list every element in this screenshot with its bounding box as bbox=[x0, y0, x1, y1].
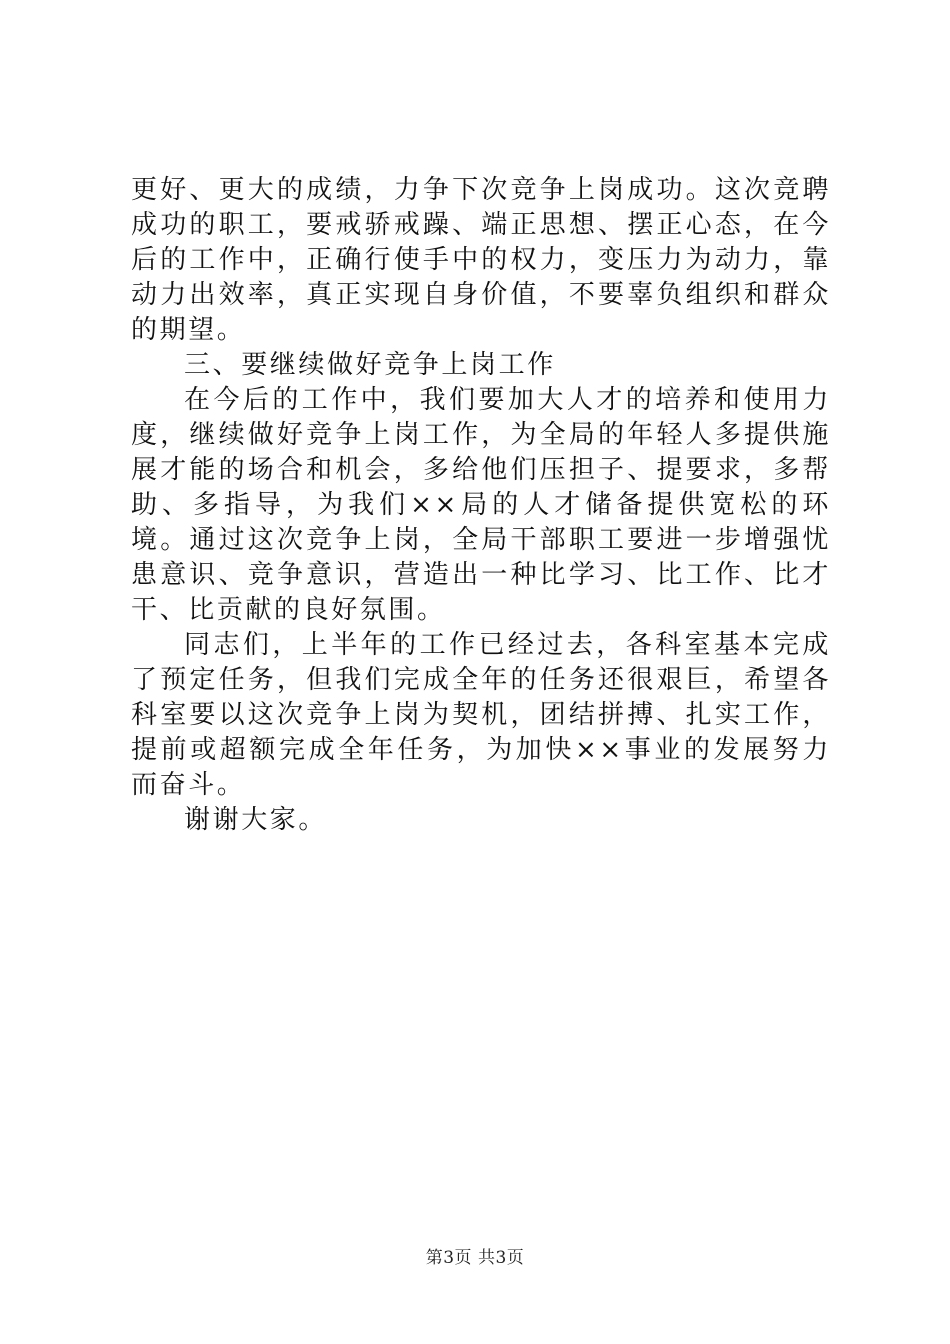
page-number-footer: 第3页 共3页 bbox=[425, 1248, 525, 1268]
section-heading-three: 三、要继续做好竞争上岗工作 bbox=[184, 350, 556, 380]
paragraph-thanks: 谢谢大家。 bbox=[184, 805, 328, 835]
paragraph-closing-remarks: 同志们，上半年的工作已经过去，各科室基本完成了预定任务，但我们完成全年的任务还很艰巨，希望各科室要以这次竞争上岗为契机，团结拼搏、扎实工作，提前或超额完成全年任务，为加快××事业的发展努力而奋斗。 bbox=[131, 630, 831, 800]
document-body bbox=[131, 173, 831, 838]
paragraph-continuation: 更好、更大的成绩，力争下次竞争上岗成功。这次竞聘成功的职工，要戒骄戒躁、端正思想、摆正心态，在今后的工作中，正确行使手中的权力，变压力为动力，靠动力出效率，真正实现自身价值，不要辜负组织和群众的期望。 bbox=[131, 175, 831, 345]
paragraph-talent-development: 在今后的工作中，我们要加大人才的培养和使用力度，继续做好竞争上岗工作，为全局的年轻人多提供施展才能的场合和机会，多给他们压担子、提要求，多帮助、多指导，为我们××局的人才储备提供宽松的环境。通过这次竞争上岗，全局干部职工要进一步增强忧患意识、竞争意识，营造出一种比学习、比工作、比才干、比贡献的良好氛围。 bbox=[131, 385, 831, 625]
